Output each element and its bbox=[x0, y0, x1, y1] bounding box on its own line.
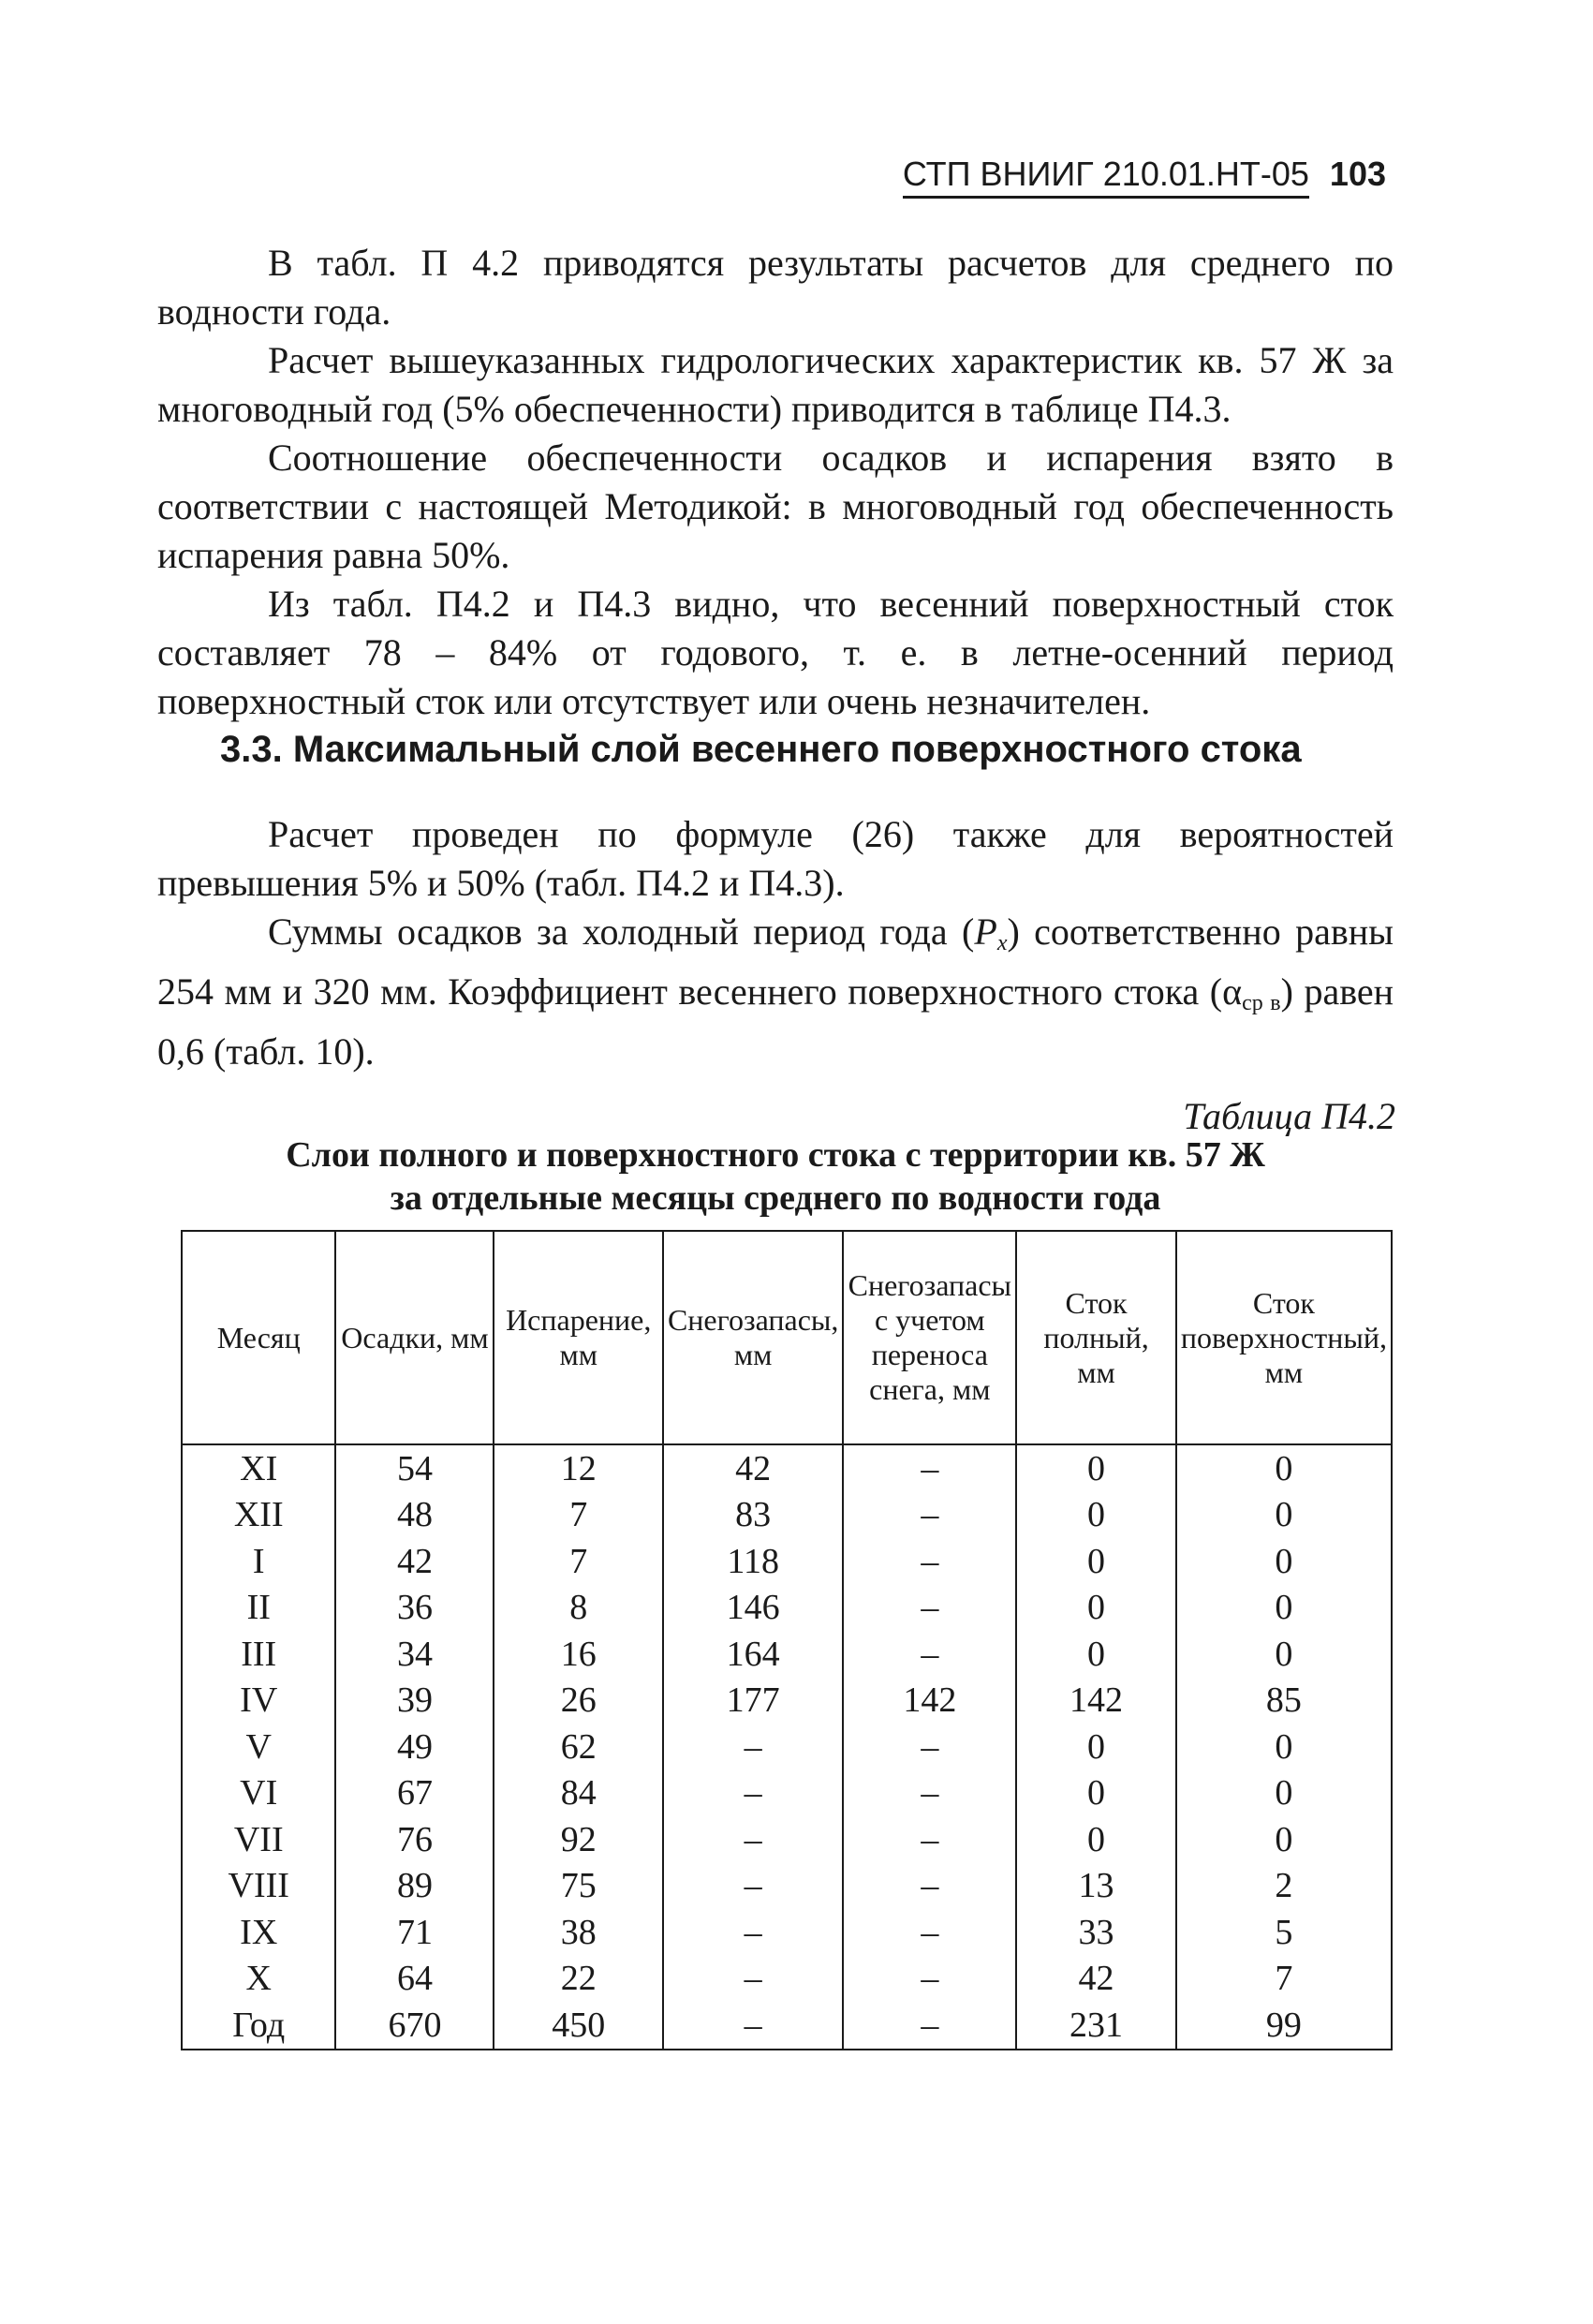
runoff-table bbox=[181, 1230, 1393, 2050]
cell-snow-storage: – bbox=[663, 2002, 843, 2050]
cell-month: V bbox=[182, 1724, 335, 1770]
section-paragraph-2-part-a: Суммы осадков за холодный период года ( bbox=[268, 910, 975, 953]
cell-evaporation: 75 bbox=[494, 1863, 662, 1910]
table-row bbox=[182, 1770, 1392, 1817]
section-paragraph-1: Расчет проведен по формуле (26) также для вероятностей превышения 5% и 50% (табл. П4.2 и П4.3). bbox=[157, 813, 1394, 904]
section-text bbox=[157, 810, 1394, 1076]
cell-runoff-total: 231 bbox=[1016, 2002, 1176, 2050]
cell-snow-storage-transfer: – bbox=[843, 1631, 1016, 1678]
cell-precipitation: 71 bbox=[335, 1909, 494, 1956]
cell-runoff-total: 0 bbox=[1016, 1585, 1176, 1632]
cell-precipitation: 89 bbox=[335, 1863, 494, 1910]
paragraph-4: Из табл. П4.2 и П4.3 видно, что весенний поверхностный сток составляет 78 – 84% от годового, т. е. в летне-осенний период поверхностный сток или отсутствует или очень незначителен. bbox=[157, 583, 1394, 722]
cell-month: VIII bbox=[182, 1863, 335, 1910]
cell-snow-storage: – bbox=[663, 1816, 843, 1863]
cell-snow-storage-transfer: – bbox=[843, 1538, 1016, 1585]
cell-snow-storage-transfer: – bbox=[843, 1492, 1016, 1539]
table-row bbox=[182, 1538, 1392, 1585]
page-header bbox=[824, 155, 1386, 199]
cell-runoff-total: 0 bbox=[1016, 1492, 1176, 1539]
cell-snow-storage-transfer: – bbox=[843, 1956, 1016, 2003]
cell-runoff-total: 0 bbox=[1016, 1816, 1176, 1863]
body-text bbox=[157, 239, 1394, 726]
cell-precipitation: 67 bbox=[335, 1770, 494, 1817]
cell-runoff-surface: 0 bbox=[1176, 1724, 1392, 1770]
cell-runoff-surface: 99 bbox=[1176, 2002, 1392, 2050]
table-row bbox=[182, 1816, 1392, 1863]
variable-p-subscript: x bbox=[996, 931, 1008, 955]
cell-snow-storage-transfer: – bbox=[843, 1816, 1016, 1863]
cell-snow-storage: 42 bbox=[663, 1444, 843, 1492]
cell-runoff-surface: 0 bbox=[1176, 1585, 1392, 1632]
cell-evaporation: 16 bbox=[494, 1631, 662, 1678]
cell-runoff-total: 13 bbox=[1016, 1863, 1176, 1910]
cell-evaporation: 62 bbox=[494, 1724, 662, 1770]
cell-precipitation: 54 bbox=[335, 1444, 494, 1492]
cell-snow-storage: 118 bbox=[663, 1538, 843, 1585]
cell-runoff-total: 42 bbox=[1016, 1956, 1176, 2003]
cell-month: Год bbox=[182, 2002, 335, 2050]
document-code: СТП ВНИИГ 210.01.НТ-05 bbox=[903, 155, 1309, 199]
table-header-row bbox=[182, 1231, 1392, 1444]
cell-precipitation: 39 bbox=[335, 1678, 494, 1724]
cell-snow-storage-transfer: – bbox=[843, 1863, 1016, 1910]
alpha-subscript: ср в bbox=[1242, 991, 1281, 1015]
cell-snow-storage-transfer: – bbox=[843, 1909, 1016, 1956]
section-paragraph-2-part-c: ) равен 0,6 (табл. 10). bbox=[157, 970, 1394, 1073]
cell-month: XI bbox=[182, 1444, 335, 1492]
cell-snow-storage-transfer: 142 bbox=[843, 1678, 1016, 1724]
table-label: Таблица П4.2 bbox=[1183, 1095, 1395, 1137]
section-heading: 3.3. Максимальный слой весеннего поверхностного стока bbox=[220, 729, 1302, 770]
header-evaporation: Испарение, мм bbox=[494, 1231, 662, 1444]
cell-runoff-total: 0 bbox=[1016, 1444, 1176, 1492]
variable-p: P bbox=[974, 910, 997, 953]
cell-precipitation: 49 bbox=[335, 1724, 494, 1770]
paragraph-3: Соотношение обеспеченности осадков и испарения взято в соответствии с настоящей Методикой: в многоводный год обеспеченность испарения равна 50%. bbox=[157, 437, 1394, 576]
table-row bbox=[182, 1492, 1392, 1539]
cell-snow-storage: – bbox=[663, 1724, 843, 1770]
cell-snow-storage: – bbox=[663, 1770, 843, 1817]
table-title bbox=[157, 1133, 1394, 1220]
cell-evaporation: 92 bbox=[494, 1816, 662, 1863]
cell-month: X bbox=[182, 1956, 335, 2003]
cell-precipitation: 34 bbox=[335, 1631, 494, 1678]
cell-precipitation: 670 bbox=[335, 2002, 494, 2050]
cell-runoff-total: 0 bbox=[1016, 1631, 1176, 1678]
table-row bbox=[182, 1724, 1392, 1770]
cell-month: IX bbox=[182, 1909, 335, 1956]
cell-runoff-surface: 0 bbox=[1176, 1816, 1392, 1863]
cell-runoff-surface: 0 bbox=[1176, 1538, 1392, 1585]
cell-snow-storage: 164 bbox=[663, 1631, 843, 1678]
cell-runoff-total: 0 bbox=[1016, 1770, 1176, 1817]
cell-snow-storage: 83 bbox=[663, 1492, 843, 1539]
cell-runoff-surface: 2 bbox=[1176, 1863, 1392, 1910]
cell-month: II bbox=[182, 1585, 335, 1632]
cell-precipitation: 76 bbox=[335, 1816, 494, 1863]
cell-month: XII bbox=[182, 1492, 335, 1539]
cell-month: VII bbox=[182, 1816, 335, 1863]
table-title-line-1: Слои полного и поверхностного стока с территории кв. 57 Ж bbox=[286, 1135, 1265, 1175]
cell-snow-storage-transfer: – bbox=[843, 1585, 1016, 1632]
section-paragraph-2 bbox=[157, 908, 1394, 1076]
table-row bbox=[182, 1956, 1392, 2003]
header-runoff-total: Сток полный, мм bbox=[1016, 1231, 1176, 1444]
cell-evaporation: 84 bbox=[494, 1770, 662, 1817]
cell-runoff-surface: 7 bbox=[1176, 1956, 1392, 2003]
cell-runoff-surface: 0 bbox=[1176, 1492, 1392, 1539]
cell-runoff-total: 142 bbox=[1016, 1678, 1176, 1724]
cell-runoff-surface: 0 bbox=[1176, 1631, 1392, 1678]
cell-evaporation: 7 bbox=[494, 1492, 662, 1539]
cell-evaporation: 7 bbox=[494, 1538, 662, 1585]
cell-evaporation: 8 bbox=[494, 1585, 662, 1632]
cell-month: I bbox=[182, 1538, 335, 1585]
cell-evaporation: 12 bbox=[494, 1444, 662, 1492]
table-row bbox=[182, 1909, 1392, 1956]
cell-runoff-total: 0 bbox=[1016, 1724, 1176, 1770]
cell-snow-storage: – bbox=[663, 1909, 843, 1956]
table-row bbox=[182, 1863, 1392, 1910]
cell-runoff-surface: 0 bbox=[1176, 1444, 1392, 1492]
cell-snow-storage-transfer: – bbox=[843, 1770, 1016, 1817]
cell-snow-storage: 146 bbox=[663, 1585, 843, 1632]
cell-month: III bbox=[182, 1631, 335, 1678]
cell-runoff-surface: 85 bbox=[1176, 1678, 1392, 1724]
paragraph-2: Расчет вышеуказанных гидрологических характеристик кв. 57 Ж за многоводный год (5% обеспеченности) приводится в таблице П4.3. bbox=[157, 339, 1394, 430]
cell-evaporation: 450 bbox=[494, 2002, 662, 2050]
cell-evaporation: 22 bbox=[494, 1956, 662, 2003]
cell-snow-storage: – bbox=[663, 1863, 843, 1910]
header-runoff-surface: Сток поверхностный, мм bbox=[1176, 1231, 1392, 1444]
table-title-line-2: за отдельные месяцы среднего по водности года bbox=[390, 1178, 1161, 1218]
cell-runoff-total: 0 bbox=[1016, 1538, 1176, 1585]
table-row bbox=[182, 1585, 1392, 1632]
table-row bbox=[182, 1678, 1392, 1724]
header-snow-storage-transfer: Снегозапасы с учетом переноса снега, мм bbox=[843, 1231, 1016, 1444]
cell-precipitation: 48 bbox=[335, 1492, 494, 1539]
paragraph-1: В табл. П 4.2 приводятся результаты расчетов для среднего по водности года. bbox=[157, 242, 1394, 333]
cell-precipitation: 42 bbox=[335, 1538, 494, 1585]
cell-snow-storage: – bbox=[663, 1956, 843, 2003]
cell-snow-storage-transfer: – bbox=[843, 2002, 1016, 2050]
cell-evaporation: 26 bbox=[494, 1678, 662, 1724]
section-paragraph-2-part-b: ) соответственно равны 254 мм и 320 мм. Коэффициент весеннего поверхностного стока (α bbox=[157, 910, 1394, 1013]
cell-month: VI bbox=[182, 1770, 335, 1817]
page-number: 103 bbox=[1329, 155, 1386, 193]
cell-runoff-surface: 5 bbox=[1176, 1909, 1392, 1956]
cell-evaporation: 38 bbox=[494, 1909, 662, 1956]
cell-runoff-surface: 0 bbox=[1176, 1770, 1392, 1817]
cell-snow-storage: 177 bbox=[663, 1678, 843, 1724]
table-row bbox=[182, 1631, 1392, 1678]
cell-precipitation: 36 bbox=[335, 1585, 494, 1632]
header-precipitation: Осадки, мм bbox=[335, 1231, 494, 1444]
cell-runoff-total: 33 bbox=[1016, 1909, 1176, 1956]
table-body bbox=[182, 1444, 1392, 2050]
cell-month: IV bbox=[182, 1678, 335, 1724]
table-row bbox=[182, 1444, 1392, 1492]
cell-precipitation: 64 bbox=[335, 1956, 494, 2003]
table-row bbox=[182, 2002, 1392, 2050]
header-month: Месяц bbox=[182, 1231, 335, 1444]
header-snow-storage: Снегозапасы, мм bbox=[663, 1231, 843, 1444]
cell-snow-storage-transfer: – bbox=[843, 1724, 1016, 1770]
cell-snow-storage-transfer: – bbox=[843, 1444, 1016, 1492]
